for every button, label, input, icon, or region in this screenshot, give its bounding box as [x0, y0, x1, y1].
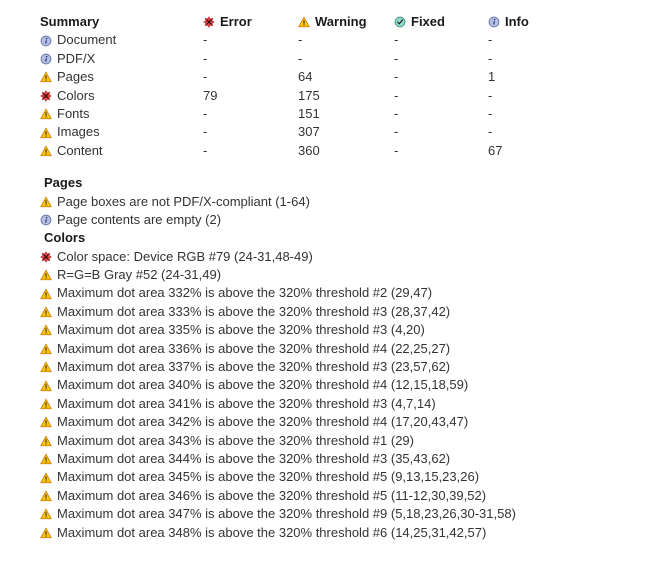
warning-icon	[40, 490, 52, 502]
finding-text: Maximum dot area 341% is above the 320% threshold #3 (4,7,14)	[57, 395, 436, 411]
warning-icon	[40, 108, 52, 120]
warning-icon	[40, 435, 52, 447]
summary-cell-content-info: 67	[488, 142, 503, 158]
section-title-pages: Pages	[44, 175, 83, 191]
finding-item	[40, 468, 651, 486]
finding-item	[40, 376, 651, 394]
finding-item	[40, 193, 651, 211]
finding-item	[40, 395, 651, 413]
column-header-warning-label: Warning	[315, 14, 367, 29]
finding-text: Maximum dot area 336% is above the 320% threshold #4 (22,25,27)	[57, 340, 451, 356]
finding-text: Color space: Device RGB #79 (24-31,48-49)	[57, 248, 313, 264]
summary-row-pages	[40, 68, 203, 86]
finding-item	[40, 248, 651, 266]
summary-row-pdfx	[40, 50, 203, 68]
finding-item	[40, 321, 651, 339]
info-icon	[488, 16, 500, 28]
error-icon	[40, 251, 52, 263]
finding-text: Maximum dot area 337% is above the 320% threshold #3 (23,57,62)	[57, 359, 451, 375]
finding-item	[40, 413, 651, 431]
warning-icon	[40, 380, 52, 392]
summary-row-fonts	[40, 105, 203, 123]
summary-row-label: Document	[57, 32, 117, 48]
error-icon	[40, 90, 52, 102]
summary-cell-images-info: -	[488, 124, 493, 140]
summary-cell-colors-error: 79	[203, 87, 218, 103]
finding-item	[40, 505, 651, 523]
summary-cell-pdfx-fixed: -	[394, 50, 399, 66]
summary-cell-pages-fixed: -	[394, 69, 399, 85]
info-icon	[40, 214, 52, 226]
column-header-fixed	[394, 13, 488, 31]
summary-row-colors	[40, 87, 203, 105]
warning-icon	[40, 324, 52, 336]
finding-text: Maximum dot area 335% is above the 320% threshold #3 (4,20)	[57, 322, 425, 338]
summary-cell-pdfx-error: -	[203, 50, 208, 66]
warning-icon	[40, 453, 52, 465]
summary-row-label: PDF/X	[57, 50, 96, 66]
finding-item	[40, 303, 651, 321]
info-icon	[40, 35, 52, 47]
summary-cell-fonts-fixed: -	[394, 105, 399, 121]
finding-item	[40, 358, 651, 376]
summary-cell-content-warning: 360	[298, 142, 320, 158]
warning-icon	[40, 71, 52, 83]
warning-icon	[40, 196, 52, 208]
finding-text: Maximum dot area 344% is above the 320% threshold #3 (35,43,62)	[57, 450, 451, 466]
column-header-warning	[298, 13, 394, 31]
fixed-icon	[394, 16, 406, 28]
summary-cell-fonts-warning: 151	[298, 105, 320, 121]
info-icon	[40, 53, 52, 65]
summary-cell-colors-info: -	[488, 87, 493, 103]
summary-cell-colors-warning: 175	[298, 87, 320, 103]
summary-cell-document-error: -	[203, 32, 208, 48]
finding-text: R=G=B Gray #52 (24-31,49)	[57, 267, 222, 283]
warning-icon	[298, 16, 310, 28]
summary-row-label: Content	[57, 142, 103, 158]
finding-item	[40, 432, 651, 450]
summary-cell-fonts-error: -	[203, 105, 208, 121]
finding-item	[40, 450, 651, 468]
finding-text: Maximum dot area 346% is above the 320% threshold #5 (11-12,30,39,52)	[57, 487, 487, 503]
summary-row-label: Images	[57, 124, 100, 140]
summary-table-title: Summary	[40, 14, 100, 29]
column-header-fixed-label: Fixed	[411, 14, 445, 29]
summary-row-content	[40, 142, 203, 160]
summary-cell-document-fixed: -	[394, 32, 399, 48]
summary-cell-document-warning: -	[298, 32, 303, 48]
finding-item	[40, 266, 651, 284]
finding-text: Maximum dot area 343% is above the 320% threshold #1 (29)	[57, 432, 414, 448]
column-header-error	[203, 13, 298, 31]
finding-item	[40, 487, 651, 505]
finding-text: Maximum dot area 347% is above the 320% threshold #9 (5,18,23,26,30-31,58)	[57, 506, 516, 522]
finding-item	[40, 211, 651, 229]
column-header-error-label: Error	[220, 14, 252, 29]
finding-text: Maximum dot area 342% is above the 320% threshold #4 (17,20,43,47)	[57, 414, 469, 430]
summary-cell-pdfx-warning: -	[298, 50, 303, 66]
column-header-info-label: Info	[505, 14, 529, 29]
summary-row-images	[40, 123, 203, 141]
summary-row-document	[40, 31, 203, 49]
section-title-colors: Colors	[44, 230, 86, 246]
finding-item	[40, 524, 651, 542]
warning-icon	[40, 269, 52, 281]
error-icon	[203, 16, 215, 28]
finding-item	[40, 284, 651, 302]
summary-cell-content-fixed: -	[394, 142, 399, 158]
warning-icon	[40, 508, 52, 520]
summary-row-label: Colors	[57, 87, 95, 103]
finding-text: Maximum dot area 348% is above the 320% threshold #6 (14,25,31,42,57)	[57, 524, 487, 540]
warning-icon	[40, 145, 52, 157]
summary-cell-images-fixed: -	[394, 124, 399, 140]
warning-icon	[40, 472, 52, 484]
column-header-info	[488, 13, 651, 31]
warning-icon	[40, 361, 52, 373]
summary-cell-content-error: -	[203, 142, 208, 158]
summary-cell-fonts-info: -	[488, 105, 493, 121]
finding-text: Maximum dot area 333% is above the 320% threshold #3 (28,37,42)	[57, 303, 451, 319]
warning-icon	[40, 343, 52, 355]
summary-cell-images-error: -	[203, 124, 208, 140]
warning-icon	[40, 416, 52, 428]
summary-cell-images-warning: 307	[298, 124, 320, 140]
summary-cell-document-info: -	[488, 32, 493, 48]
finding-text: Page boxes are not PDF/X-compliant (1-64)	[57, 193, 310, 209]
warning-icon	[40, 306, 52, 318]
summary-cell-pages-warning: 64	[298, 69, 313, 85]
warning-icon	[40, 127, 52, 139]
summary-cell-pages-error: -	[203, 69, 208, 85]
summary-row-label: Pages	[57, 69, 94, 85]
warning-icon	[40, 288, 52, 300]
warning-icon	[40, 398, 52, 410]
summary-cell-pdfx-info: -	[488, 50, 493, 66]
summary-row-label: Fonts	[57, 105, 90, 121]
finding-item	[40, 340, 651, 358]
finding-text: Maximum dot area 345% is above the 320% threshold #5 (9,13,15,23,26)	[57, 469, 480, 485]
finding-text: Maximum dot area 340% is above the 320% threshold #4 (12,15,18,59)	[57, 377, 469, 393]
summary-cell-pages-info: 1	[488, 69, 496, 85]
summary-table	[40, 13, 651, 160]
summary-cell-colors-fixed: -	[394, 87, 399, 103]
finding-text: Maximum dot area 332% is above the 320% threshold #2 (29,47)	[57, 285, 433, 301]
finding-text: Page contents are empty (2)	[57, 211, 222, 227]
warning-icon	[40, 527, 52, 539]
